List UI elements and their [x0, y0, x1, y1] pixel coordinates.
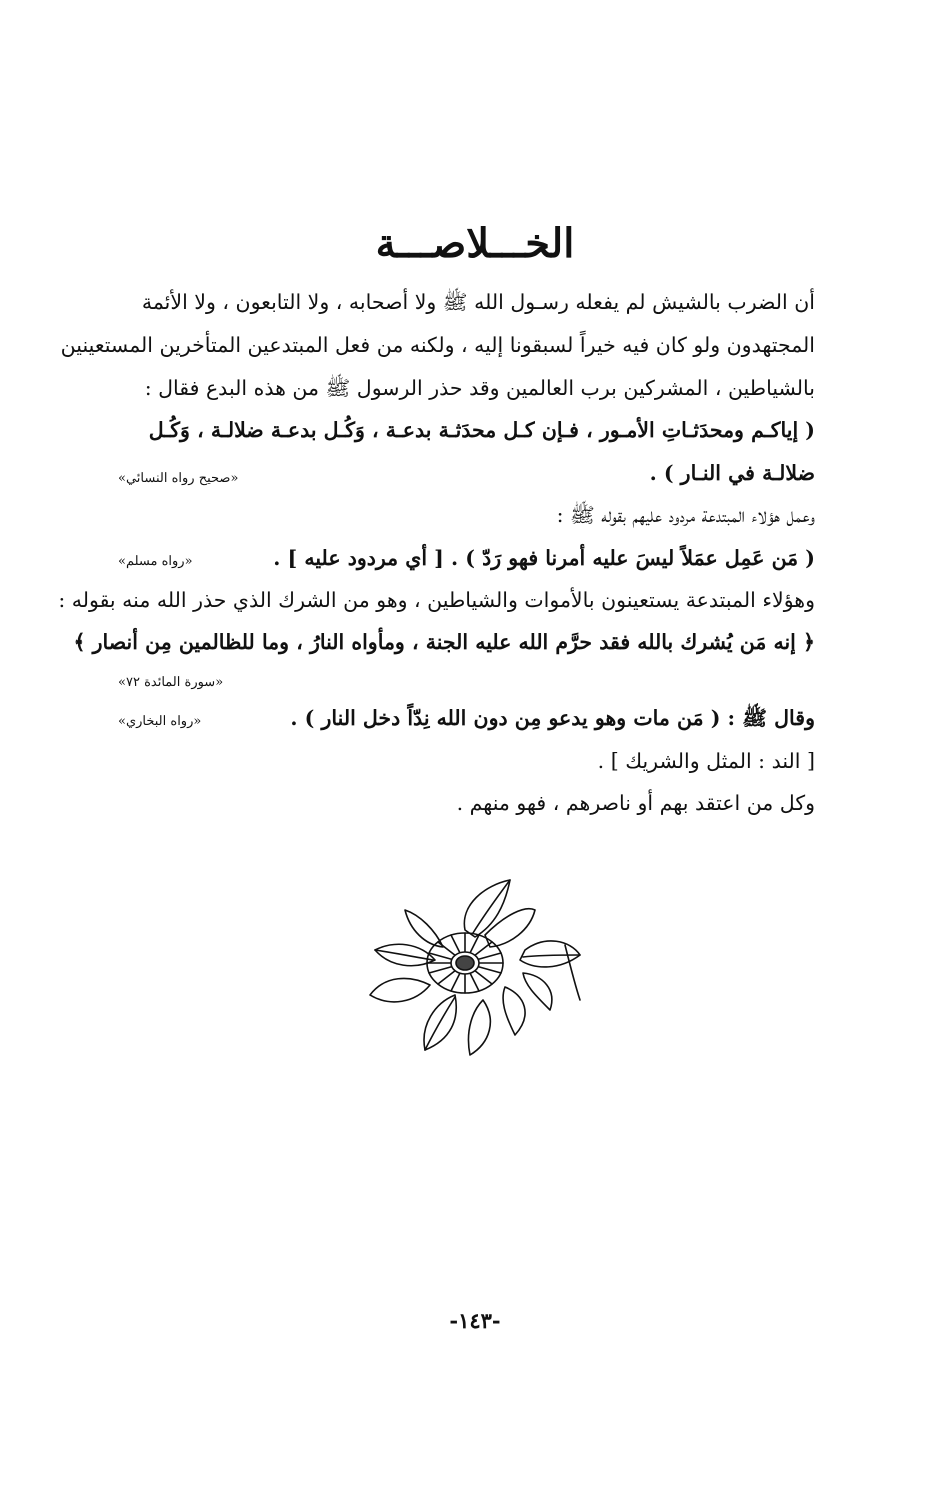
text-line-4: وعمل هؤلاء المبتدعة مردود عليهم بقوله ﷺ : [556, 503, 815, 527]
reference-maidah: «سورة المائدة ٧٢» [118, 675, 224, 690]
quran-verse-line: ﴿ إنه مَن يُشرك بالله فقد حرَّم الله عليه الجنة ، ومأواه النارُ ، وما للظالمين مِن أنصار ﴾ [73, 630, 815, 654]
reference-nasai: «صحيح رواه النسائي» [118, 471, 239, 486]
hadith-line-4: وقال ﷺ : ( مَن مات وهو يدعو مِن دون الله نِدّاً دخل النار ) . [290, 706, 815, 730]
page-title: الخـــلاصـــة [375, 220, 575, 267]
text-line-3: بالشياطين ، المشركين برب العالمين وقد حذر الرسول ﷺ من هذه البدع فقال : [144, 376, 815, 400]
text-line-7: وكل من اعتقد بهم أو ناصرهم ، فهو منهم . [456, 791, 815, 815]
text-line-5: وهؤلاء المبتدعة يستعينون بالأموات والشياطين ، وهو من الشرك الذي حذر الله منه بقوله : [58, 588, 815, 612]
flower-ornament-icon [365, 875, 590, 1060]
hadith-line-3: ( مَن عَمِل عمَلاً ليسَ عليه أمرنا فهو رَدّ ) . [ أي مردود عليه ] . [273, 546, 815, 570]
reference-bukhari: «رواه البخاري» [118, 714, 202, 729]
text-line-1: أن الضرب بالشيش لم يفعله رسـول الله ﷺ ولا أصحابه ، ولا التابعون ، ولا الأئمة [141, 290, 815, 314]
text-line-2: المجتهدون ولو كان فيه خيراً لسبقونا إليه ، ولكنه من فعل المبتدعين المتأخرين المستعينين [60, 333, 815, 357]
hadith-line-1: ( إياكـم ومحدَثـاتِ الأمـور ، فـإن كـل محدَثـة بدعـة ، وَكُـل بدعـة ضلالـة ، وَكُـل [148, 418, 815, 442]
text-line-6: [ الند : المثل والشريك ] . [597, 749, 815, 773]
hadith-line-2: ضلالـة في النـار ) . [649, 461, 815, 485]
page-number: -١٤٣- [449, 1308, 501, 1333]
reference-muslim: «رواه مسلم» [118, 554, 193, 569]
